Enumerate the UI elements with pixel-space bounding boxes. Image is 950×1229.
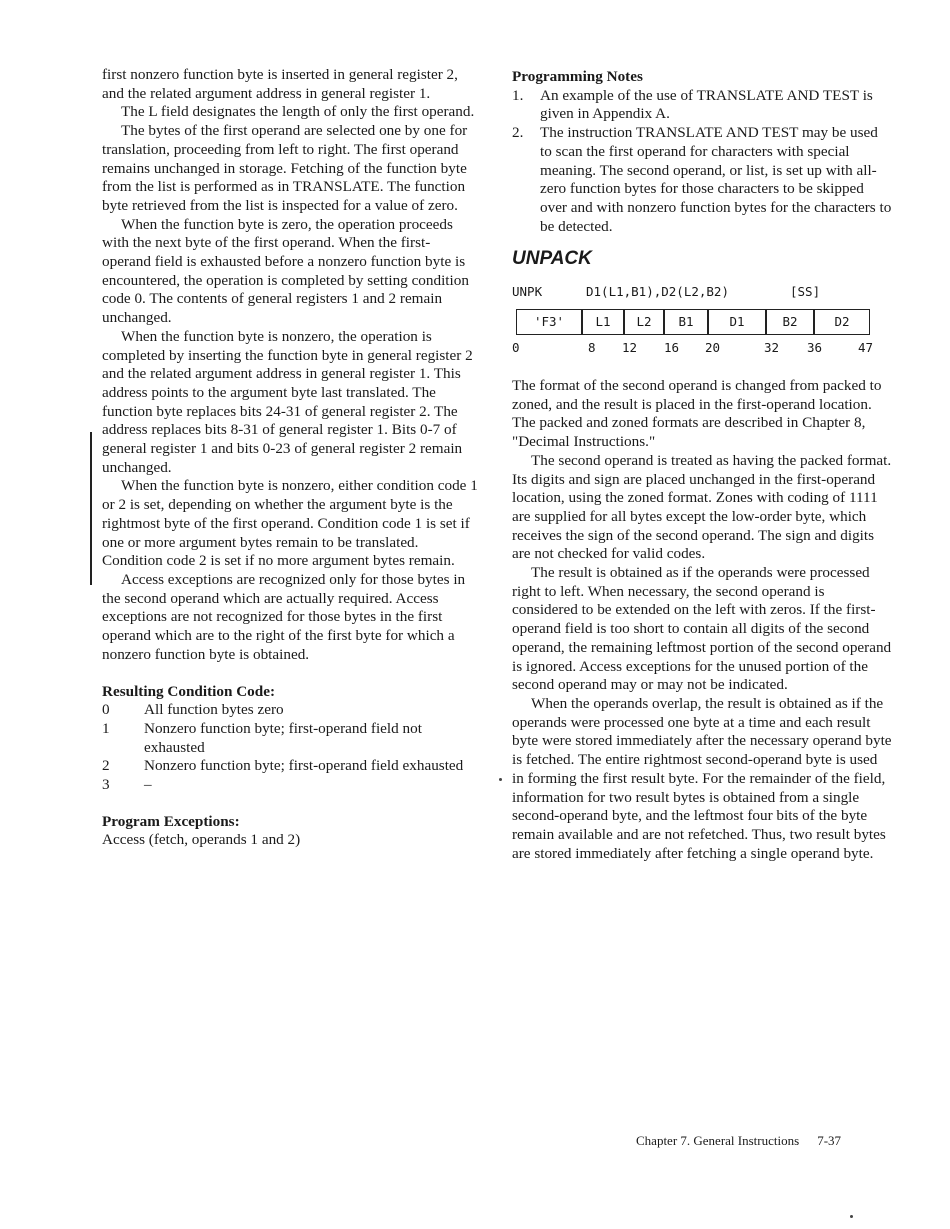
revision-bar <box>90 432 92 585</box>
cc-code: 1 <box>102 719 110 737</box>
field-b2: B2 <box>766 309 814 335</box>
field-l2: L2 <box>624 309 664 335</box>
bit-label: 16 <box>664 340 680 356</box>
field-d1: D1 <box>708 309 766 335</box>
instruction-syntax <box>512 283 892 305</box>
programming-notes-list <box>512 87 892 237</box>
bit-label: 12 <box>622 340 638 356</box>
paragraph: When the function byte is nonzero, either condition code 1 or 2 is set, depending on whether the argument byte is the rightmost byte of the first operand. Condition code 1 is set if one or more argument bytes remain to be translated. Condition code 2 is set if no more argument bytes remain. <box>102 477 478 570</box>
page-number: 7-37 <box>817 1133 842 1148</box>
footer-chapter: Chapter 7. General Instructions <box>636 1133 800 1148</box>
note-text: An example of the use of TRANSLATE AND TEST is given in Appendix A. <box>540 86 873 123</box>
mnemonic: UNPK <box>512 284 543 300</box>
programming-notes-heading: Programming Notes <box>512 68 643 85</box>
field-d2: D2 <box>814 309 870 335</box>
instruction-format-diagram <box>512 305 892 339</box>
note-number: 2. <box>512 124 524 142</box>
bit-label: 8 <box>588 340 596 356</box>
paragraph: Access exceptions are recognized only for those bytes in the second operand which are actually required. Access exceptions are not recognized for those bytes in the first operand which are to the right of the first byte for which a nonzero function byte is obtained. <box>102 570 466 663</box>
cc-code: 2 <box>102 757 110 775</box>
cc-code: 3 <box>102 776 110 794</box>
bit-label: 47 <box>858 340 874 356</box>
cc-text: – <box>144 776 152 794</box>
format-type: [SS] <box>790 284 821 300</box>
field-l1: L1 <box>582 309 624 335</box>
scan-mark <box>499 778 502 781</box>
program-exceptions-text: Access (fetch, operands 1 and 2) <box>102 831 301 849</box>
condition-code-heading: Resulting Condition Code: <box>102 682 275 700</box>
cc-text: Nonzero function byte; first-operand field not exhausted <box>144 719 422 756</box>
list-item <box>102 757 478 776</box>
paragraph: The L field designates the length of only the first operand. <box>121 103 475 121</box>
program-exceptions-heading: Program Exceptions: <box>102 812 240 830</box>
instruction-title: UNPACK <box>512 248 592 270</box>
left-column <box>102 66 478 850</box>
paragraph: When the function byte is zero, the operation proceeds with the next byte of the first operand. When the first-operand field is exhausted before a nonzero function byte is encountered, the operation is completed by setting condition code 0. The contents of general registers 1 and 2 remain unchanged. <box>102 215 469 327</box>
paragraph: The format of the second operand is changed from packed to zoned, and the result is placed in the first-operand location. The packed and zoned formats are described in Chapter 8, "Decimal Instructions." <box>512 377 882 451</box>
list-item <box>102 776 478 795</box>
bit-label: 20 <box>705 340 721 356</box>
paragraph: The result is obtained as if the operands were processed right to left. When necessary, the second operand is considered to be extended on the left with zeros. If the first-operand field is too short to contain all digits of the second operand, the remaining leftmost portion of the second operand is ignored. Access exceptions for the unused portion of the second operand may or may not be indicated. <box>512 564 892 694</box>
list-item <box>102 720 478 757</box>
list-item <box>512 87 892 124</box>
operands: D1(L1,B1),D2(L2,B2) <box>586 284 729 300</box>
list-item <box>512 124 892 236</box>
bit-label: 0 <box>512 340 520 356</box>
field-opcode: 'F3' <box>516 309 582 335</box>
bit-label: 36 <box>807 340 823 356</box>
paragraph: When the function byte is nonzero, the operation is completed by inserting the function byte in general register 2 and the related argument address in general register 1. This address points to the argument byte last translated. The function byte replaces bits 24-31 of general register 2. The address replaces bits 8-31 of general register 1. Bits 0-7 of general register 1 and bits 0-23 of general register 2 remain unchanged. <box>102 327 473 476</box>
paragraph: The second operand is treated as having the packed format. Its digits and sign are placed unchanged in the first-operand location, using the zoned format. Zones with coding of 1111 are supplied for all bytes except the low-order byte, which receives the sign of the second operand. The sign and digits are not checked for valid codes. <box>512 451 892 563</box>
paragraph: When the operands overlap, the result is obtained as if the operands were processed one byte at a time and each result byte were stored immediately after the necessary operand byte is fetched. The entire rightmost second-operand byte is used in forming the first result byte. For the remainder of the field, information for two result bytes is obtained from a single second-operand byte, and the leftmost four bits of the byte remain available and are not refetched. Thus, two result bytes are stored immediately after fetching a single operand byte. <box>512 694 892 862</box>
right-column <box>512 68 892 863</box>
bit-label: 32 <box>764 340 780 356</box>
field-b1: B1 <box>664 309 708 335</box>
cc-text: Nonzero function byte; first-operand field exhausted <box>144 757 464 775</box>
list-item <box>102 701 478 720</box>
page-footer <box>636 1133 841 1149</box>
paragraph: The bytes of the first operand are selected one by one for translation, proceeding from left to right. The first operand remains unchanged in storage. Fetching of the function byte from the list is performed as in TRANSLATE. The function byte retrieved from the list is inspected for a value of zero. <box>102 122 468 214</box>
note-number: 1. <box>512 86 524 104</box>
paragraph: first nonzero function byte is inserted in general register 2, and the related argument address in general register 1. <box>102 66 458 102</box>
cc-code: 0 <box>102 701 110 719</box>
note-text: The instruction TRANSLATE AND TEST may be used to scan the first operand for characters with special meaning. The second operand, or list, is set up with all-zero function bytes for those characters to be skipped over and with nonzero function bytes for the characters to be detected. <box>540 124 892 235</box>
bit-positions <box>512 339 892 359</box>
scan-mark <box>850 1215 853 1218</box>
cc-text: All function bytes zero <box>144 701 284 719</box>
condition-code-list <box>102 701 478 795</box>
